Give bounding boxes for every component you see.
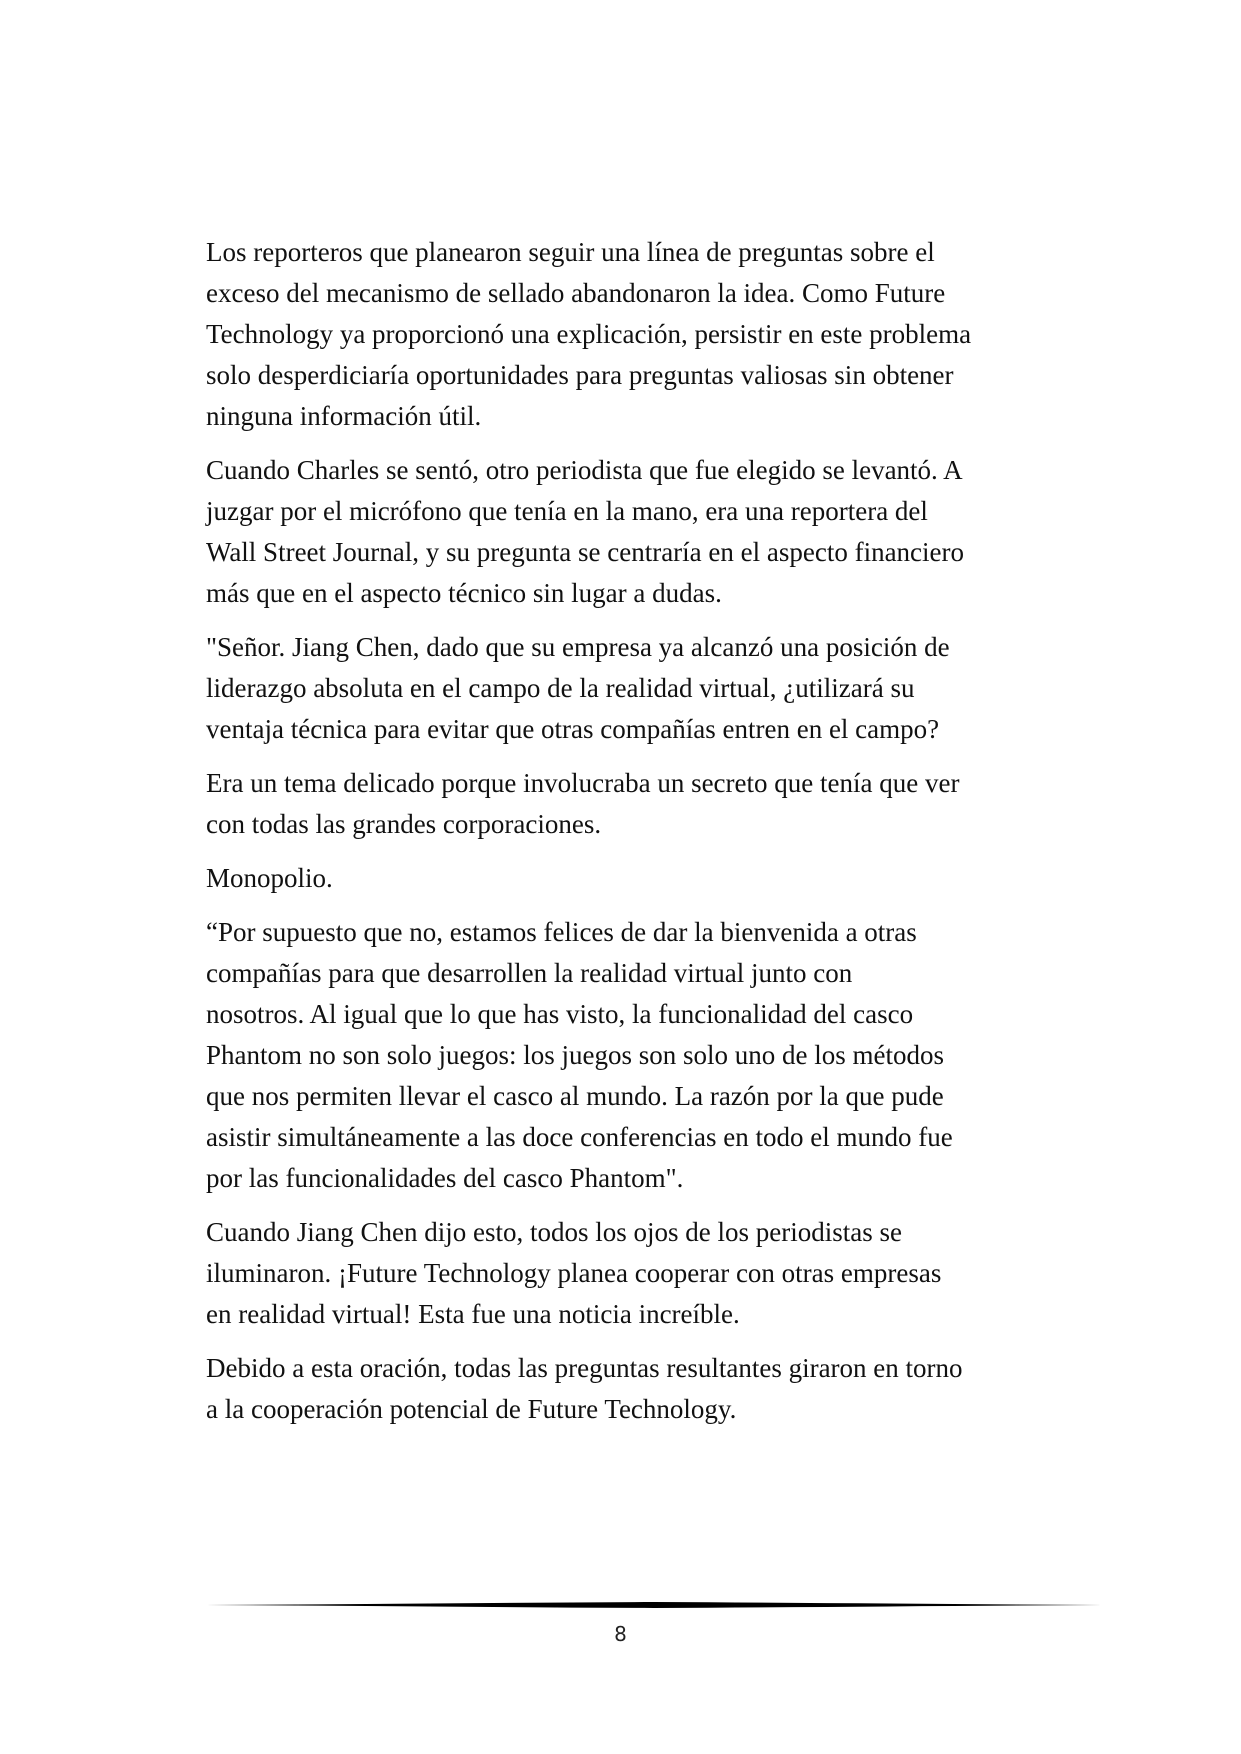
- footer-divider: [206, 1598, 1102, 1612]
- paragraph: Era un tema delicado porque involucraba un secreto que tenía que ver con todas las grandes corporaciones.: [206, 768, 960, 839]
- paragraph: Cuando Charles se sentó, otro periodista que fue elegido se levantó. A juzgar por el micrófono que tenía en la mano, era una reportera del Wall Street Journal, y su pregunta se centraría en el aspecto financiero más que en el aspecto técnico sin lugar a dudas.: [206, 455, 965, 608]
- page-number: 8: [614, 1622, 627, 1646]
- paragraph: "Señor. Jiang Chen, dado que su empresa ya alcanzó una posición de liderazgo absoluta en el campo de la realidad virtual, ¿utilizará su ventaja técnica para evitar que otras compañías entren en el campo?: [206, 632, 950, 744]
- paragraph: Debido a esta oración, todas las preguntas resultantes giraron en torno a la cooperación potencial de Future Technology.: [206, 1353, 963, 1424]
- body-text: [206, 232, 1066, 1443]
- paragraph: Los reporteros que planearon seguir una línea de preguntas sobre el exceso del mecanismo de sellado abandonaron la idea. Como Future Technology ya proporcionó una explicación, persistir en este problema solo desperdiciaría oportunidades para preguntas valiosas sin obtener ninguna información útil.: [206, 237, 972, 431]
- paragraph: “Por supuesto que no, estamos felices de dar la bienvenida a otras compañías para que desarrollen la realidad virtual junto con nosotros. Al igual que lo que has visto, la funcionalidad del casco Phantom no son solo juegos: los juegos son solo uno de los métodos que nos permiten llevar el casco al mundo. La razón por la que pude asistir simultáneamente a las doce conferencias en todo el mundo fue por las funcionalidades del casco Phantom".: [206, 917, 953, 1193]
- paragraph: Cuando Jiang Chen dijo esto, todos los ojos de los periodistas se iluminaron. ¡Future Technology planea cooperar con otras empresas en realidad virtual! Esta fue una noticia increíble.: [206, 1217, 942, 1329]
- paragraph: Monopolio.: [206, 863, 333, 893]
